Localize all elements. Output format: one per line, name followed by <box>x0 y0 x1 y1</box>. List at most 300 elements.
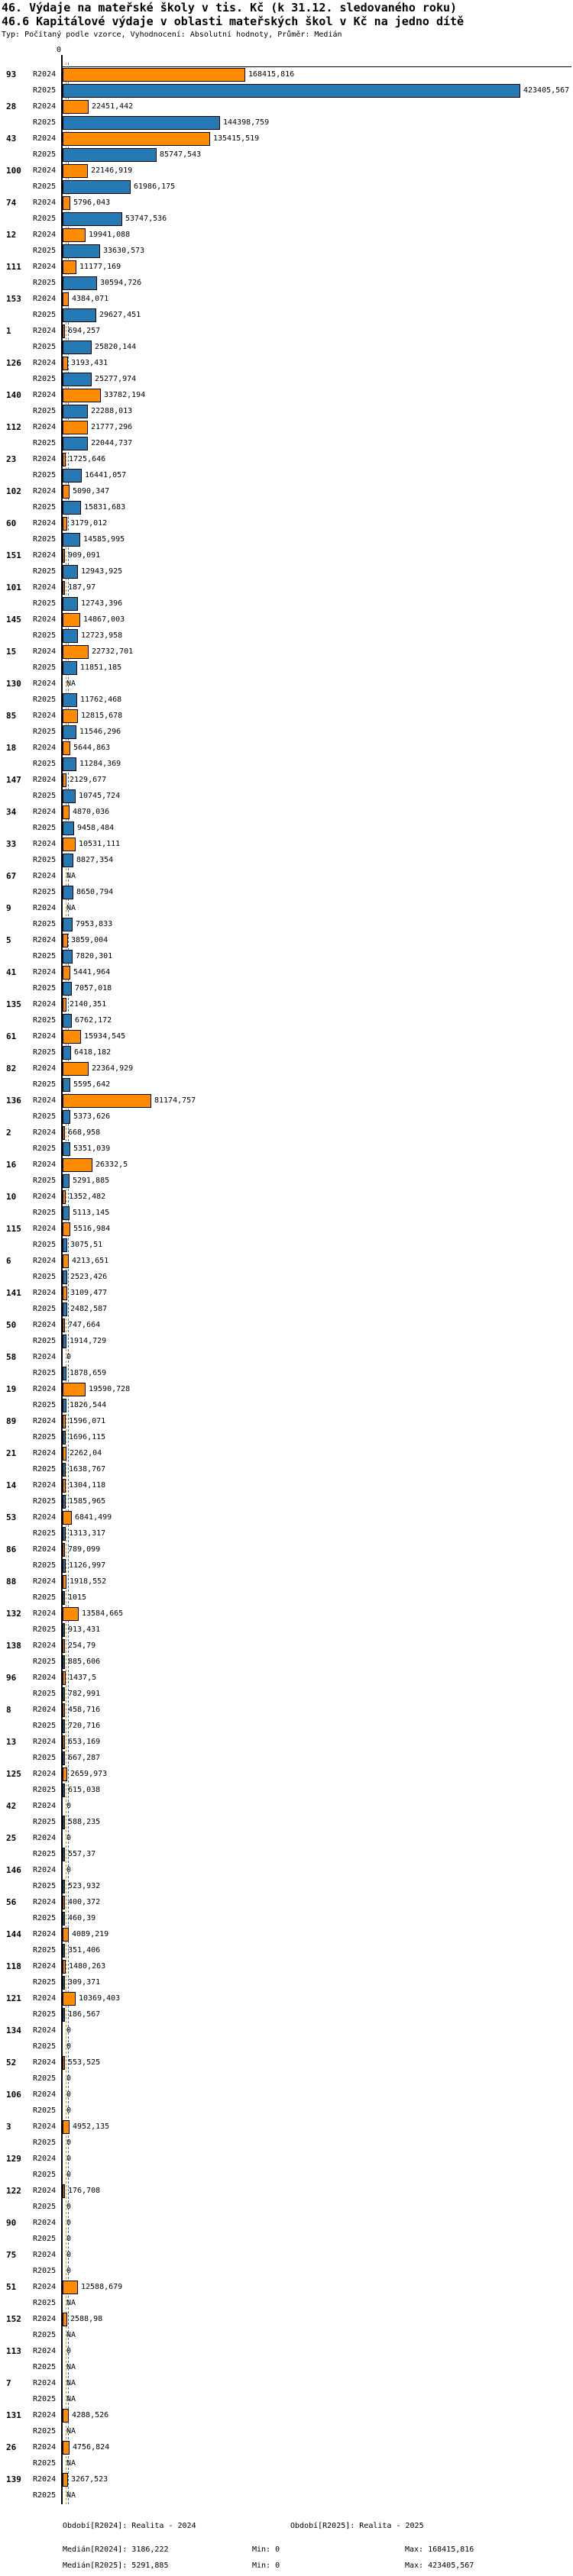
period-label-r2024: R2024 <box>33 423 57 431</box>
entity-id: 145 <box>6 615 21 625</box>
entity-id: 43 <box>6 134 17 144</box>
page-title: 46. Výdaje na mateřské školy v tis. Kč (k 31.12. sledovaného roku) <box>2 1 458 15</box>
bar-row-r2024 <box>0 1254 573 1270</box>
entity-block <box>0 1895 573 1927</box>
bar-r2025 <box>63 1399 66 1412</box>
bar-value-r2024: 1480,263 <box>69 1962 106 1971</box>
bar-r2024 <box>63 2184 65 2198</box>
bar-value-r2025: 7953,833 <box>76 920 113 928</box>
entity-block <box>0 1542 573 1574</box>
entity-block <box>0 773 573 805</box>
bar-row-r2025 <box>0 2103 573 2119</box>
bar-row-r2024 <box>0 2087 573 2103</box>
period-label-r2024: R2024 <box>33 1321 57 1329</box>
period-label-r2024: R2024 <box>33 840 57 848</box>
entity-block <box>0 1831 573 1863</box>
entity-block <box>0 1703 573 1735</box>
period-label-r2024: R2024 <box>33 647 57 656</box>
bar-r2024 <box>63 1639 65 1653</box>
bar-r2024 <box>63 324 65 338</box>
bar-r2024 <box>63 1671 66 1685</box>
entity-id: 9 <box>6 903 11 913</box>
period-label-r2024: R2024 <box>33 1160 57 1169</box>
bar-value-r2024: 6841,499 <box>75 1513 112 1522</box>
bar-value-r2025: 10745,724 <box>79 792 121 800</box>
entity-id: 23 <box>6 454 17 464</box>
period-label-r2025: R2025 <box>33 2235 57 2243</box>
bar-row-r2025 <box>0 1943 573 1959</box>
footer-max-r2025: Max: 423405,567 <box>405 2561 474 2570</box>
entity-id: 132 <box>6 1609 21 1619</box>
bar-row-r2024 <box>0 2440 573 2456</box>
entity-block <box>0 1606 573 1638</box>
bar-r2024 <box>63 1607 79 1621</box>
bar-r2025 <box>63 982 72 996</box>
entity-id: 93 <box>6 69 17 79</box>
bar-value-r2024: 13584,665 <box>82 1609 124 1618</box>
period-label-r2025: R2025 <box>33 439 57 447</box>
period-label-r2024: R2024 <box>33 2058 57 2067</box>
bar-r2025 <box>63 822 74 835</box>
bar-value-r2024: 5441,964 <box>73 968 111 976</box>
entity-block <box>0 67 573 99</box>
bar-value-r2024: 168415,816 <box>248 70 295 79</box>
period-label-r2024: R2024 <box>33 2155 57 2163</box>
period-label-r2025: R2025 <box>33 471 57 479</box>
entity-block <box>0 676 573 709</box>
bar-value-r2025: 1585,965 <box>69 1497 106 1506</box>
bar-r2024 <box>63 517 67 531</box>
bar-value-r2025: 0 <box>66 2171 72 2179</box>
entity-block <box>0 2055 573 2087</box>
bar-value-r2024: 3267,523 <box>71 2475 108 2484</box>
period-label-r2024: R2024 <box>33 1577 57 1586</box>
bar-row-r2025 <box>0 340 573 356</box>
period-label-r2025: R2025 <box>33 1593 57 1602</box>
entity-block <box>0 965 573 997</box>
bar-row-r2025 <box>0 2424 573 2440</box>
bar-r2024 <box>63 1735 65 1749</box>
bar-value-r2024: 4213,651 <box>72 1257 109 1265</box>
bar-value-r2025: 53747,536 <box>125 215 167 223</box>
bar-r2024 <box>63 966 70 980</box>
bar-row-r2025 <box>0 436 573 452</box>
period-label-r2024: R2024 <box>33 936 57 944</box>
bar-row-r2024 <box>0 709 573 725</box>
period-label-r2024: R2024 <box>33 166 57 175</box>
entity-block <box>0 2216 573 2248</box>
bar-value-r2025: 61986,175 <box>134 182 176 191</box>
entity-id: 121 <box>6 1993 21 2003</box>
entity-block <box>0 1799 573 1831</box>
entity-block <box>0 2280 573 2312</box>
entity-id: 90 <box>6 2218 17 2228</box>
bar-r2025 <box>63 1303 67 1316</box>
footer-period-r2025: Období[R2025]: Realita - 2025 <box>290 2522 424 2530</box>
entity-block <box>0 195 573 228</box>
entity-id: 33 <box>6 839 17 849</box>
bar-value-r2024: 2588,98 <box>70 2315 103 2323</box>
period-label-r2024: R2024 <box>33 2187 57 2195</box>
bar-r2024 <box>63 2120 70 2134</box>
bar-row-r2024 <box>0 837 573 853</box>
entity-id: 96 <box>6 1673 17 1683</box>
period-label-r2025: R2025 <box>33 728 57 736</box>
period-label-r2025: R2025 <box>33 663 57 672</box>
bar-r2025 <box>63 1270 67 1284</box>
bar-value-r2024: 10369,403 <box>79 1994 121 2003</box>
period-label-r2025: R2025 <box>33 1177 57 1185</box>
period-label-r2025: R2025 <box>33 1144 57 1153</box>
bar-row-r2024 <box>0 1606 573 1622</box>
bar-value-r2025: 1015 <box>68 1593 87 1602</box>
period-label-r2024: R2024 <box>33 1289 57 1297</box>
entity-id: 10 <box>6 1192 17 1202</box>
bar-r2024 <box>63 1094 151 1108</box>
bar-row-r2025 <box>0 532 573 548</box>
bar-row-r2025 <box>0 1398 573 1414</box>
bar-row-r2024 <box>0 1959 573 1975</box>
bar-row-r2024 <box>0 1831 573 1847</box>
period-label-r2024: R2024 <box>33 391 57 399</box>
bar-value-r2025: 2482,587 <box>70 1305 108 1313</box>
bar-value-r2025: 782,991 <box>68 1690 101 1698</box>
bar-value-r2025: 1313,317 <box>69 1529 106 1538</box>
period-label-r2025: R2025 <box>33 1080 57 1089</box>
bar-r2024 <box>63 132 210 146</box>
bar-value-r2025: 11851,185 <box>80 663 122 672</box>
bar-r2025 <box>63 950 73 964</box>
bar-row-r2025 <box>0 2039 573 2055</box>
bar-row-r2024 <box>0 933 573 949</box>
bar-value-r2025: 25820,144 <box>95 343 137 351</box>
entity-block <box>0 2440 573 2472</box>
entity-block <box>0 420 573 452</box>
period-label-r2024: R2024 <box>33 2219 57 2227</box>
bar-row-r2024 <box>0 1703 573 1719</box>
bar-r2025 <box>63 84 520 98</box>
period-label-r2024: R2024 <box>33 1000 57 1009</box>
bar-value-r2025: 588,235 <box>68 1818 101 1826</box>
period-label-r2024: R2024 <box>33 615 57 624</box>
bar-value-r2024: 0 <box>66 2155 72 2163</box>
bar-value-r2024: 1352,482 <box>69 1193 106 1201</box>
bar-value-r2025: 1878,659 <box>70 1369 107 1377</box>
bar-r2025 <box>63 180 131 194</box>
bar-r2025 <box>63 789 76 803</box>
period-label-r2024: R2024 <box>33 455 57 463</box>
entity-block <box>0 1767 573 1799</box>
bar-value-r2025: 16441,057 <box>85 471 127 479</box>
footer-min-r2024: Min: 0 <box>252 2545 280 2554</box>
bar-row-r2025 <box>0 1558 573 1574</box>
period-label-r2024: R2024 <box>33 1353 57 1361</box>
bar-value-r2025: 22288,013 <box>91 407 133 415</box>
bar-value-r2024: 1304,118 <box>69 1481 106 1490</box>
period-label-r2025: R2025 <box>33 567 57 576</box>
bar-r2024 <box>63 838 76 851</box>
entity-block <box>0 1093 573 1125</box>
bar-row-r2025 <box>0 660 573 676</box>
entity-id: 102 <box>6 486 21 496</box>
bar-row-r2024 <box>0 195 573 211</box>
bar-r2025 <box>63 1367 66 1380</box>
bar-row-r2025 <box>0 2007 573 2023</box>
bar-r2025 <box>63 693 77 707</box>
bar-r2025 <box>63 629 78 643</box>
entity-block <box>0 2119 573 2152</box>
bar-value-r2025: 25277,974 <box>95 375 137 383</box>
period-label-r2025: R2025 <box>33 247 57 255</box>
bar-value-r2025: NA <box>66 2491 76 2500</box>
bar-r2024 <box>63 1960 66 1974</box>
bar-value-r2025: 0 <box>66 2139 72 2147</box>
bar-row-r2024 <box>0 1029 573 1045</box>
period-label-r2024: R2024 <box>33 776 57 784</box>
bar-row-r2025 <box>0 725 573 741</box>
bar-row-r2025 <box>0 1590 573 1606</box>
entity-id: 53 <box>6 1512 17 1522</box>
bar-r2024 <box>63 934 68 947</box>
bar-r2024 <box>63 998 66 1012</box>
entity-block <box>0 1318 573 1350</box>
bar-row-r2024 <box>0 324 573 340</box>
entity-block <box>0 452 573 484</box>
bar-row-r2025 <box>0 115 573 131</box>
bar-r2024 <box>63 1703 65 1717</box>
period-label-r2025: R2025 <box>33 952 57 960</box>
entity-block <box>0 2184 573 2216</box>
bar-r2024 <box>63 2409 69 2423</box>
bar-value-r2024: 12815,678 <box>81 712 123 720</box>
period-label-r2025: R2025 <box>33 2106 57 2115</box>
period-label-r2024: R2024 <box>33 2379 57 2387</box>
entity-block <box>0 2152 573 2184</box>
bar-row-r2024 <box>0 2152 573 2168</box>
bar-r2024 <box>63 773 66 787</box>
bar-value-r2025: 0 <box>66 2203 72 2211</box>
bar-r2025 <box>63 1719 65 1733</box>
period-label-r2024: R2024 <box>33 2411 57 2419</box>
bar-r2025 <box>63 725 76 739</box>
bar-value-r2025: 11762,468 <box>80 696 122 704</box>
period-label-r2025: R2025 <box>33 215 57 223</box>
bar-value-r2025: 15831,683 <box>84 503 126 512</box>
bar-r2024 <box>63 2281 78 2294</box>
entity-block <box>0 99 573 131</box>
bar-value-r2024: 0 <box>66 2251 72 2259</box>
period-label-r2025: R2025 <box>33 2139 57 2147</box>
bar-row-r2025 <box>0 2232 573 2248</box>
entity-id: 100 <box>6 166 21 176</box>
period-label-r2024: R2024 <box>33 2090 57 2099</box>
bar-r2025 <box>63 1816 65 1829</box>
bar-value-r2024: 81174,757 <box>154 1096 196 1105</box>
bar-row-r2025 <box>0 692 573 709</box>
bar-r2025 <box>63 1559 66 1573</box>
bar-row-r2024 <box>0 2408 573 2424</box>
bar-row-r2024 <box>0 1638 573 1654</box>
bar-row-r2025 <box>0 1687 573 1703</box>
period-label-r2024: R2024 <box>33 1193 57 1201</box>
bar-row-r2025 <box>0 1173 573 1190</box>
bar-row-r2025 <box>0 211 573 228</box>
bar-row-r2025 <box>0 2360 573 2376</box>
bar-r2024 <box>63 581 65 595</box>
period-label-r2024: R2024 <box>33 2315 57 2323</box>
bar-value-r2024: 11177,169 <box>79 263 121 271</box>
period-label-r2025: R2025 <box>33 503 57 512</box>
bar-row-r2025 <box>0 1462 573 1478</box>
bar-row-r2024 <box>0 2119 573 2135</box>
period-label-r2024: R2024 <box>33 2283 57 2291</box>
bar-r2025 <box>63 1751 65 1765</box>
bar-row-r2025 <box>0 1911 573 1927</box>
bar-row-r2024 <box>0 2023 573 2039</box>
bar-r2025 <box>63 1174 70 1188</box>
bar-r2025 <box>63 1687 65 1701</box>
entity-block <box>0 1478 573 1510</box>
entity-id: 82 <box>6 1064 17 1073</box>
bar-r2025 <box>63 1976 65 1990</box>
bar-row-r2024 <box>0 2312 573 2328</box>
entity-id: 13 <box>6 1737 17 1747</box>
bar-row-r2025 <box>0 372 573 388</box>
bar-r2024 <box>63 453 66 466</box>
bar-r2024 <box>63 1575 66 1589</box>
bar-value-r2024: 22732,701 <box>92 647 134 656</box>
period-label-r2025: R2025 <box>33 888 57 896</box>
bar-r2025 <box>63 437 88 450</box>
entity-id: 75 <box>6 2250 17 2260</box>
bar-row-r2024 <box>0 1735 573 1751</box>
bar-row-r2024 <box>0 516 573 532</box>
period-label-r2024: R2024 <box>33 744 57 752</box>
entity-id: 12 <box>6 230 17 240</box>
period-label-r2024: R2024 <box>33 1609 57 1618</box>
bar-value-r2025: 885,606 <box>68 1658 101 1666</box>
period-label-r2024: R2024 <box>33 1738 57 1746</box>
period-label-r2024: R2024 <box>33 134 57 143</box>
period-label-r2024: R2024 <box>33 1545 57 1554</box>
bar-row-r2024 <box>0 805 573 821</box>
bar-row-r2024 <box>0 1222 573 1238</box>
bar-r2024 <box>63 613 80 627</box>
bar-row-r2024 <box>0 1863 573 1879</box>
bar-r2024 <box>63 645 89 659</box>
entity-id: 85 <box>6 711 17 721</box>
bar-r2025 <box>63 854 73 867</box>
bar-r2025 <box>63 2008 65 2022</box>
entity-block <box>0 2023 573 2055</box>
bar-row-r2024 <box>0 2055 573 2071</box>
period-label-r2025: R2025 <box>33 1625 57 1634</box>
bar-row-r2024 <box>0 1895 573 1911</box>
bar-value-r2025: 12723,958 <box>81 631 123 640</box>
bar-row-r2025 <box>0 1302 573 1318</box>
period-label-r2025: R2025 <box>33 2203 57 2211</box>
period-label-r2025: R2025 <box>33 1112 57 1121</box>
period-label-r2025: R2025 <box>33 2267 57 2275</box>
bar-value-r2024: 22451,442 <box>92 102 134 111</box>
bar-r2025 <box>63 1142 70 1156</box>
bar-row-r2024 <box>0 1157 573 1173</box>
period-label-r2025: R2025 <box>33 1754 57 1762</box>
bar-value-r2024: 2140,351 <box>70 1000 107 1009</box>
period-label-r2025: R2025 <box>33 1048 57 1057</box>
bar-row-r2024 <box>0 228 573 244</box>
bar-row-r2024 <box>0 356 573 372</box>
entity-id: 140 <box>6 390 21 400</box>
period-label-r2025: R2025 <box>33 599 57 608</box>
bar-value-r2024: 909,091 <box>68 551 101 560</box>
entity-block <box>0 1190 573 1222</box>
entity-block <box>0 837 573 869</box>
entity-id: 86 <box>6 1545 17 1554</box>
entity-block <box>0 997 573 1029</box>
footer-min-r2025: Min: 0 <box>252 2561 280 2570</box>
bar-value-r2024: 135415,519 <box>213 134 260 143</box>
bar-row-r2025 <box>0 1622 573 1638</box>
bar-r2025 <box>63 1591 65 1605</box>
bar-row-r2024 <box>0 1542 573 1558</box>
entity-block <box>0 644 573 676</box>
bar-value-r2024: 19941,088 <box>89 231 131 239</box>
entity-id: 21 <box>6 1448 17 1458</box>
bar-value-r2024: 0 <box>66 2026 72 2035</box>
entity-id: 115 <box>6 1224 21 1234</box>
bar-row-r2024 <box>0 67 573 83</box>
bar-value-r2025: 0 <box>66 2267 72 2275</box>
period-label-r2024: R2024 <box>33 1064 57 1073</box>
bar-r2025 <box>63 918 73 931</box>
entity-id: 34 <box>6 807 17 817</box>
bar-row-r2025 <box>0 1719 573 1735</box>
bar-value-r2025: 423405,567 <box>523 86 570 95</box>
bar-value-r2025: 523,932 <box>68 1882 101 1890</box>
bar-value-r2024: 4952,135 <box>73 2122 110 2131</box>
period-label-r2025: R2025 <box>33 1561 57 1570</box>
bar-value-r2024: 1596,071 <box>69 1417 106 1425</box>
bar-row-r2025 <box>0 1270 573 1286</box>
period-label-r2025: R2025 <box>33 1722 57 1730</box>
bar-row-r2024 <box>0 1478 573 1494</box>
period-label-r2025: R2025 <box>33 2042 57 2051</box>
bar-r2025 <box>63 597 78 611</box>
period-label-r2025: R2025 <box>33 1946 57 1955</box>
footer-period-r2024: Období[R2024]: Realita - 2024 <box>63 2522 196 2530</box>
bar-row-r2025 <box>0 1366 573 1382</box>
bar-value-r2024: 2129,677 <box>70 776 107 784</box>
bar-value-r2025: 12743,396 <box>81 599 123 608</box>
bar-row-r2025 <box>0 1879 573 1895</box>
entity-id: 19 <box>6 1384 17 1394</box>
bar-value-r2024: NA <box>66 680 76 688</box>
period-label-r2024: R2024 <box>33 551 57 560</box>
bar-r2024 <box>63 741 70 755</box>
bar-row-r2024 <box>0 1190 573 1206</box>
entity-block <box>0 1286 573 1318</box>
bar-row-r2024 <box>0 2216 573 2232</box>
bar-row-r2024 <box>0 1286 573 1302</box>
period-label-r2024: R2024 <box>33 1866 57 1874</box>
bar-value-r2025: 6762,172 <box>75 1016 112 1025</box>
bar-row-r2025 <box>0 1847 573 1863</box>
bar-row-r2025 <box>0 596 573 612</box>
entity-id: 52 <box>6 2058 17 2068</box>
bar-value-r2025: NA <box>66 2299 76 2307</box>
bar-chart <box>0 46 573 2512</box>
